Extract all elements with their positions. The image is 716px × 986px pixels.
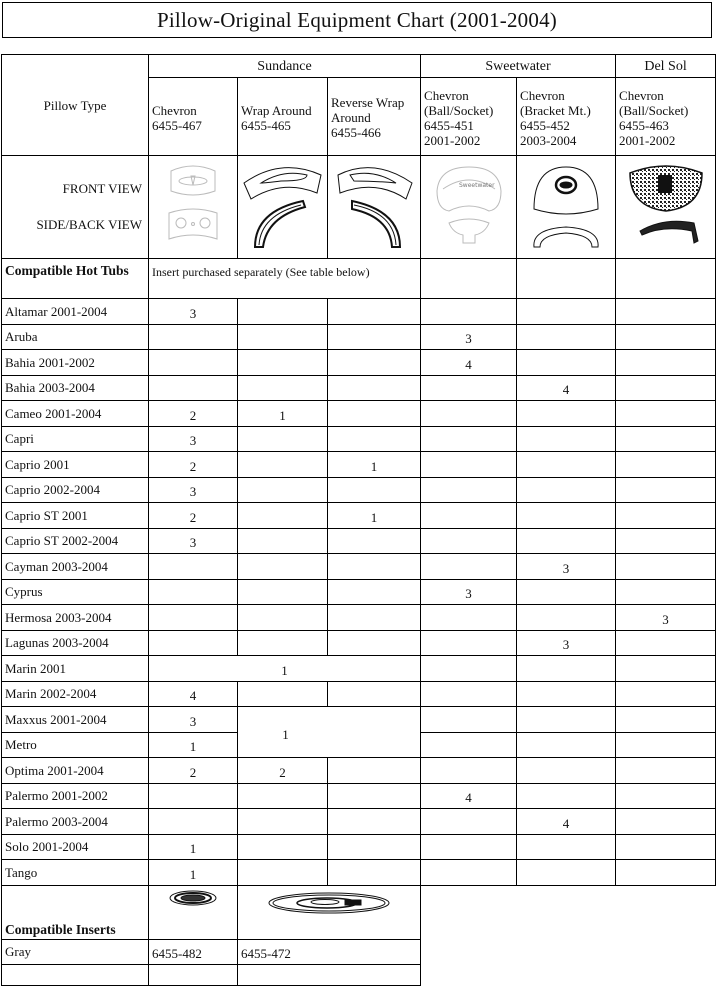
qty-cell [616, 579, 716, 605]
col-line: (Bracket Mt.) [520, 102, 591, 118]
table-row [2, 707, 716, 733]
insert-part-number: 6455-472 [238, 939, 421, 965]
qty-cell: 3 [149, 299, 238, 325]
qty-cell [616, 452, 716, 478]
del-sol-pillow-image [616, 156, 716, 259]
table-row [2, 554, 716, 580]
hot-tub-name: Metro [2, 732, 149, 758]
qty-cell [421, 707, 517, 733]
qty-cell [149, 350, 238, 376]
qty-cell [238, 681, 328, 707]
hot-tub-name: Caprio ST 2001 [2, 503, 149, 529]
qty-cell [238, 554, 328, 580]
qty-cell: 3 [517, 630, 616, 656]
qty-cell [517, 528, 616, 554]
qty-cell [421, 375, 517, 401]
qty-cell [328, 554, 421, 580]
qty-cell [517, 605, 616, 631]
hot-tub-name: Aruba [2, 324, 149, 350]
qty-cell [238, 860, 328, 886]
qty-cell [421, 503, 517, 529]
qty-cell [421, 732, 517, 758]
qty-cell [149, 783, 238, 809]
hot-tub-name: Maxxus 2001-2004 [2, 707, 149, 733]
qty-cell [616, 834, 716, 860]
qty-cell [517, 350, 616, 376]
empty-area [421, 885, 716, 939]
svg-text:Sweetwater: Sweetwater [458, 182, 495, 189]
col-line: 2003-2004 [520, 132, 577, 148]
qty-cell [517, 707, 616, 733]
pillow-type-header: Pillow Type [2, 55, 149, 156]
col-line: 6455-466 [331, 125, 381, 140]
qty-cell [149, 579, 238, 605]
empty-cell [517, 259, 616, 299]
qty-cell [238, 834, 328, 860]
table-row [2, 350, 716, 376]
qty-cell [328, 758, 421, 784]
hot-tub-name: Optima 2001-2004 [2, 758, 149, 784]
col-line: 2001-2002 [424, 132, 481, 148]
col-header-sundance-reverse-wrap [328, 78, 421, 156]
qty-cell [421, 630, 517, 656]
qty-cell [238, 809, 328, 835]
qty-cell [517, 426, 616, 452]
qty-cell: 1 [328, 503, 421, 529]
qty-cell [328, 528, 421, 554]
qty-cell [421, 834, 517, 860]
col-line: Chevron [520, 87, 565, 103]
table-row [2, 452, 716, 478]
hot-tub-name: Caprio 2001 [2, 452, 149, 478]
qty-cell: 2 [149, 503, 238, 529]
qty-cell [149, 324, 238, 350]
compatible-inserts-row [2, 885, 716, 939]
empty-area [421, 965, 716, 986]
hot-tub-name: Bahia 2001-2002 [2, 350, 149, 376]
col-line: Chevron [152, 102, 197, 118]
table-row [2, 579, 716, 605]
qty-cell: 4 [517, 375, 616, 401]
qty-cell [616, 350, 716, 376]
qty-cell [421, 426, 517, 452]
empty-area [421, 939, 716, 965]
qty-cell [149, 375, 238, 401]
qty-cell [616, 324, 716, 350]
table-row [2, 375, 716, 401]
qty-cell: 1 [149, 732, 238, 758]
qty-cell-merged: 1 [149, 656, 421, 682]
qty-cell [238, 503, 328, 529]
qty-cell: 3 [149, 426, 238, 452]
col-header-sundance-chevron [149, 78, 238, 156]
col-line: (Ball/Socket) [424, 102, 494, 118]
hot-tub-name: Palermo 2003-2004 [2, 809, 149, 835]
qty-cell [517, 860, 616, 886]
compatible-hot-tubs-label: Compatible Hot Tubs [2, 259, 149, 299]
qty-cell [517, 477, 616, 503]
insert-note: Insert purchased separately (See table below) [149, 259, 421, 299]
hot-tub-name: Altamar 2001-2004 [2, 299, 149, 325]
qty-cell: 1 [149, 860, 238, 886]
qty-cell [328, 324, 421, 350]
qty-cell [616, 426, 716, 452]
qty-cell [616, 809, 716, 835]
hot-tub-name: Cyprus [2, 579, 149, 605]
qty-cell [238, 299, 328, 325]
qty-cell [517, 299, 616, 325]
col-line: 6455-467 [152, 117, 202, 133]
qty-cell [238, 630, 328, 656]
qty-cell: 3 [149, 477, 238, 503]
qty-cell [149, 605, 238, 631]
table-row [2, 834, 716, 860]
qty-cell [616, 732, 716, 758]
qty-cell [421, 860, 517, 886]
qty-value: 1 [282, 726, 289, 742]
hot-tub-name: Palermo 2001-2002 [2, 783, 149, 809]
sweetwater-bracket-pillow-image [517, 156, 616, 259]
qty-cell [616, 656, 716, 682]
qty-cell [328, 375, 421, 401]
qty-cell: 3 [149, 707, 238, 733]
qty-cell [421, 477, 517, 503]
qty-cell [328, 579, 421, 605]
qty-cell [517, 503, 616, 529]
qty-cell [517, 783, 616, 809]
insert-row-blank [2, 965, 716, 986]
qty-cell [238, 452, 328, 478]
hot-tub-name: Bahia 2003-2004 [2, 375, 149, 401]
table-row [2, 656, 716, 682]
qty-cell [517, 732, 616, 758]
sundance-wrap-around-pillow-image [238, 156, 328, 259]
empty-cell [616, 259, 716, 299]
col-line: Around [331, 110, 371, 125]
col-line: 6455-451 [424, 117, 474, 133]
chart-title: Pillow-Original Equipment Chart (2001-2004) [2, 2, 712, 38]
table-row [2, 299, 716, 325]
qty-cell [616, 783, 716, 809]
sundance-reverse-wrap-pillow-image [328, 156, 421, 259]
col-line: 2001-2002 [619, 132, 676, 148]
qty-cell [238, 783, 328, 809]
views-row [2, 156, 716, 259]
qty-cell [328, 630, 421, 656]
col-header-sweetwater-ball-socket [421, 78, 517, 156]
qty-cell [328, 605, 421, 631]
sweetwater-ball-socket-pillow-image [421, 156, 517, 259]
col-header-sundance-wrap-around [238, 78, 328, 156]
qty-cell [616, 375, 716, 401]
qty-cell [616, 401, 716, 427]
table-row [2, 758, 716, 784]
qty-cell [421, 758, 517, 784]
large-insert-image [238, 885, 421, 939]
table-row [2, 503, 716, 529]
qty-cell: 3 [149, 528, 238, 554]
qty-cell: 4 [149, 681, 238, 707]
qty-cell [238, 426, 328, 452]
hot-tub-name: Hermosa 2003-2004 [2, 605, 149, 631]
qty-cell [616, 758, 716, 784]
table-row [2, 528, 716, 554]
qty-cell [238, 528, 328, 554]
qty-cell: 3 [421, 324, 517, 350]
qty-cell [517, 324, 616, 350]
hot-tub-name: Caprio ST 2002-2004 [2, 528, 149, 554]
table-row [2, 477, 716, 503]
qty-cell [328, 681, 421, 707]
qty-cell [421, 656, 517, 682]
empty-cell [2, 965, 149, 986]
qty-cell [328, 350, 421, 376]
hot-tub-name: Lagunas 2003-2004 [2, 630, 149, 656]
hot-tub-name: Cameo 2001-2004 [2, 401, 149, 427]
qty-cell: 3 [517, 554, 616, 580]
table-row [2, 426, 716, 452]
qty-cell: 4 [421, 783, 517, 809]
qty-cell [328, 783, 421, 809]
qty-cell [517, 758, 616, 784]
table-row [2, 630, 716, 656]
qty-cell: 4 [517, 809, 616, 835]
table-row [2, 324, 716, 350]
insert-part-number: 6455-482 [149, 939, 238, 965]
insert-row-gray [2, 939, 716, 965]
qty-cell [616, 299, 716, 325]
small-insert-image [149, 885, 238, 939]
empty-cell [238, 965, 421, 986]
hot-tub-name: Marin 2001 [2, 656, 149, 682]
qty-cell [149, 809, 238, 835]
views-label-cell [2, 156, 149, 259]
qty-cell [616, 477, 716, 503]
col-line: 6455-463 [619, 117, 669, 133]
qty-cell [616, 528, 716, 554]
qty-cell [517, 579, 616, 605]
qty-cell: 2 [238, 758, 328, 784]
qty-cell [616, 707, 716, 733]
col-line: (Ball/Socket) [619, 102, 689, 118]
table-row [2, 401, 716, 427]
hot-tub-name: Caprio 2002-2004 [2, 477, 149, 503]
qty-cell: 3 [421, 579, 517, 605]
hot-tub-name: Capri [2, 426, 149, 452]
qty-cell [238, 375, 328, 401]
col-line: Reverse Wrap [331, 95, 405, 110]
qty-cell-merged [238, 707, 421, 758]
front-view-label: FRONT VIEW [62, 181, 142, 196]
qty-cell [616, 503, 716, 529]
qty-cell [328, 809, 421, 835]
qty-cell [616, 554, 716, 580]
qty-cell: 1 [149, 834, 238, 860]
qty-cell [616, 630, 716, 656]
col-line: 6455-452 [520, 117, 570, 133]
qty-cell: 4 [421, 350, 517, 376]
side-back-view-label: SIDE/BACK VIEW [36, 217, 142, 232]
table-row [2, 681, 716, 707]
compatible-inserts-label: Compatible Inserts [2, 885, 149, 939]
qty-cell [616, 860, 716, 886]
col-header-sweetwater-bracket [517, 78, 616, 156]
table-row [2, 860, 716, 886]
empty-cell [149, 965, 238, 986]
qty-cell: 1 [238, 401, 328, 427]
qty-cell [421, 554, 517, 580]
col-line: Chevron [424, 87, 469, 103]
qty-cell: 3 [616, 605, 716, 631]
qty-cell: 2 [149, 401, 238, 427]
qty-cell [421, 681, 517, 707]
qty-cell [328, 299, 421, 325]
sundance-chevron-pillow-image [149, 156, 238, 259]
qty-cell [421, 401, 517, 427]
qty-cell [421, 299, 517, 325]
col-header-del-sol-ball-socket [616, 78, 716, 156]
qty-cell [149, 630, 238, 656]
qty-cell [517, 452, 616, 478]
equipment-chart-table [1, 54, 716, 986]
compatible-hot-tubs-row [2, 259, 716, 299]
table-row [2, 809, 716, 835]
hot-tub-name: Tango [2, 860, 149, 886]
qty-cell [238, 579, 328, 605]
qty-cell [517, 681, 616, 707]
qty-cell [328, 477, 421, 503]
qty-cell [328, 834, 421, 860]
empty-cell [421, 259, 517, 299]
col-line: Wrap Around [241, 102, 312, 118]
qty-cell [616, 681, 716, 707]
qty-cell [238, 350, 328, 376]
qty-cell [328, 401, 421, 427]
hot-tub-name: Cayman 2003-2004 [2, 554, 149, 580]
qty-cell [517, 834, 616, 860]
group-del-sol: Del Sol [616, 55, 716, 78]
qty-cell: 1 [328, 452, 421, 478]
qty-cell [421, 605, 517, 631]
qty-cell [238, 605, 328, 631]
col-line: 6455-465 [241, 117, 291, 133]
qty-cell [238, 324, 328, 350]
qty-cell [238, 477, 328, 503]
qty-cell [328, 860, 421, 886]
group-sundance: Sundance [149, 55, 421, 78]
hot-tub-name: Marin 2002-2004 [2, 681, 149, 707]
insert-color-name: Gray [2, 939, 149, 965]
group-sweetwater: Sweetwater [421, 55, 616, 78]
qty-cell [149, 554, 238, 580]
qty-cell [328, 426, 421, 452]
table-row [2, 605, 716, 631]
qty-cell: 2 [149, 452, 238, 478]
qty-cell [517, 656, 616, 682]
hot-tub-name: Solo 2001-2004 [2, 834, 149, 860]
qty-cell [517, 401, 616, 427]
qty-cell [421, 452, 517, 478]
qty-cell: 2 [149, 758, 238, 784]
header-group-row [2, 55, 716, 78]
table-row [2, 783, 716, 809]
col-line: Chevron [619, 87, 664, 103]
qty-cell [421, 528, 517, 554]
qty-cell [421, 809, 517, 835]
